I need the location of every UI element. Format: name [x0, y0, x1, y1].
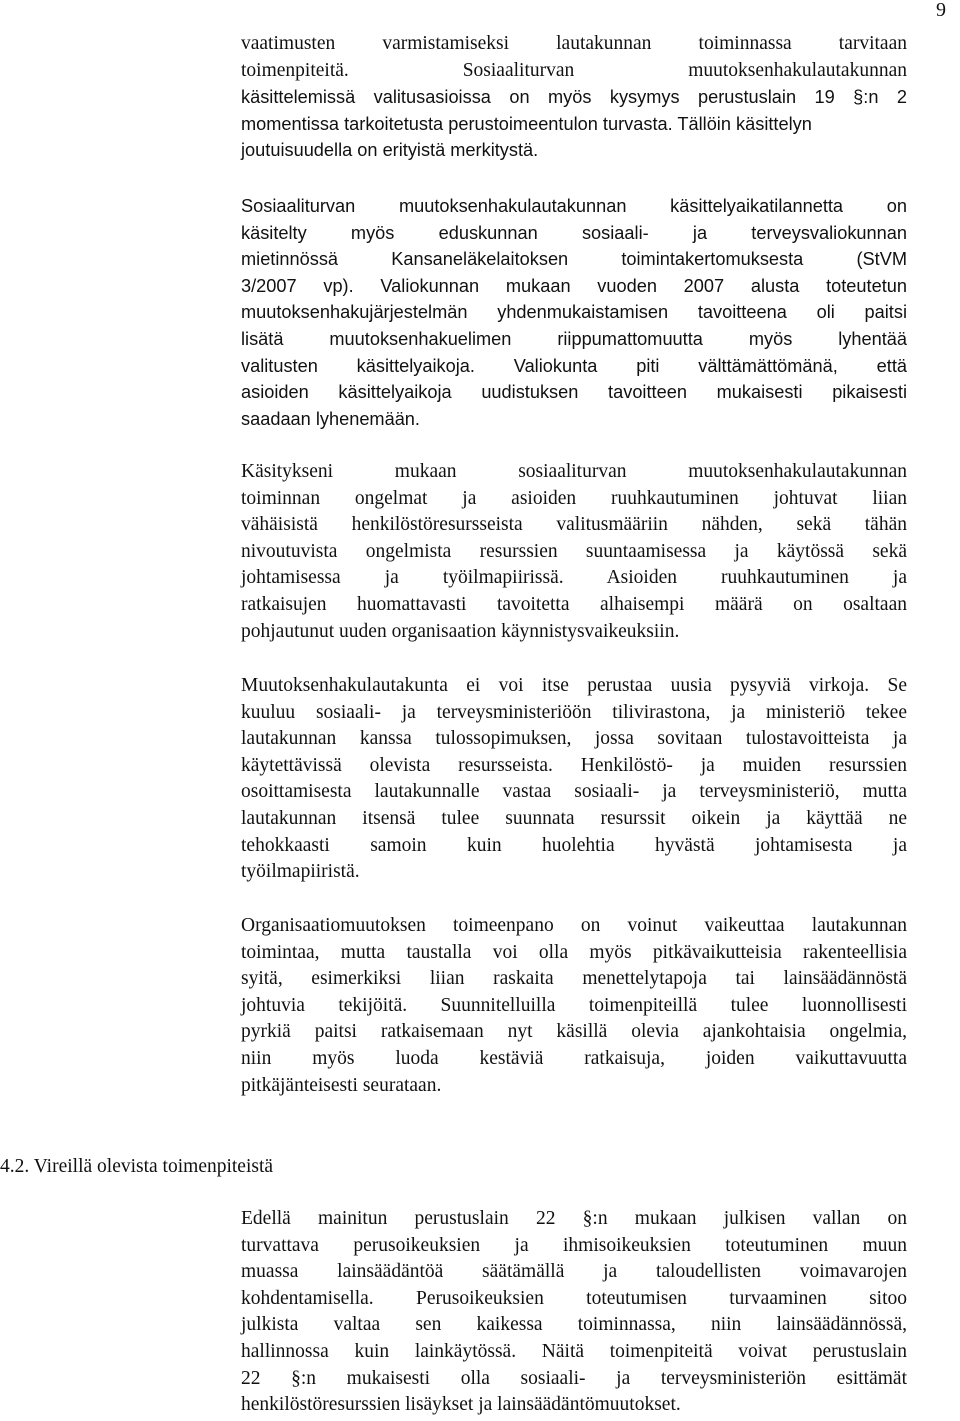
text-line: lautakunnan itsensä tulee suunnata resurssit oikein ja käyttää ne [241, 807, 907, 829]
text-line: johtuvia tekijöitä. Suunnitelluilla toimenpiteillä tulee luonnollisesti [241, 994, 907, 1016]
section-heading: 4.2. Vireillä olevista toimenpiteistä [0, 1156, 274, 1177]
text-line: vähäisistä henkilöstöresursseista valitusmääriin nähden, sekä tähän [241, 514, 907, 536]
text-line: henkilöstöresurssien lisäykset ja lainsäädäntömuutokset. [241, 1394, 681, 1416]
text-line: syitä, esimerkiksi liian raskaita menettelytapoja tai lainsäädännöstä [241, 968, 907, 990]
text-line: Käsitykseni mukaan sosiaaliturvan muutoksenhakulautakunnan [241, 461, 907, 482]
text-line: tehokkaasti samoin kuin huolehtia hyvästä johtamisesta ja [241, 834, 907, 856]
text-line: pyrkiä paitsi ratkaisemaan nyt käsillä olevia ajankohtaisia ongelmia, [241, 1021, 907, 1043]
text-line: lautakunnan kanssa tulossopimuksen, jossa sovitaan tulostavoitteista ja [241, 728, 907, 750]
text-line: johtamisessa ja työilmapiirissä. Asioiden ruuhkautuminen ja [241, 567, 907, 589]
text-line: turvattava perusoikeuksien ja ihmisoikeuksien toteutuminen muun [241, 1234, 907, 1256]
text-line: käsitelty myös eduskunnan sosiaali- ja terveysvaliokunnan [241, 222, 907, 243]
text-line: pohjautunut uuden organisaation käynnistysvaikeuksiin. [241, 620, 680, 642]
paragraph-4 [241, 673, 907, 886]
paragraph-5 [241, 913, 907, 1099]
paragraph-3 [241, 459, 907, 645]
text-line: niin myös luoda kestäviä ratkaisuja, joiden vaikuttavuutta [241, 1047, 907, 1069]
text-line: hallinnossa kuin lainkäytössä. Näitä toimenpiteitä voivat perustuslain [241, 1340, 907, 1362]
text-line: muutoksenhakujärjestelmän yhdenmukaistamisen tavoitteena oli paitsi [241, 302, 907, 323]
text-line: mietinnössä Kansaneläkelaitoksen toimintakertomuksesta (StVM [241, 249, 907, 270]
text-line: kuuluu sosiaali- ja terveysministeriöön tilivirastona, ja ministeriö tekee [241, 701, 907, 723]
text-line: käsittelemissä valitusasioissa on myös kysymys perustuslain 19 §:n 2 [241, 87, 907, 108]
paragraph-6 [241, 1206, 907, 1419]
text-line: julkista valtaa sen kaikessa toiminnassa, niin lainsäädännössä, [241, 1314, 907, 1336]
text-line: asioiden käsittelyaikoja uudistuksen tavoitteen mukaisesti pikaisesti [241, 382, 907, 403]
text-line: saadaan lyhenemään. [241, 408, 420, 429]
text-line: kohdentamisella. Perusoikeuksien toteutumisen turvaaminen sitoo [241, 1287, 907, 1309]
text-line: käytettävissä olevista resursseista. Henkilöstö- ja muiden resurssien [241, 754, 907, 776]
text-line: toiminnan ongelmat ja asioiden ruuhkautuminen johtuvat liian [241, 487, 907, 509]
text-line: Muutoksenhakulautakunta ei voi itse perustaa uusia pysyviä virkoja. Se [241, 675, 907, 696]
text-line: valitusten käsittelyaikoja. Valiokunta piti välttämättömänä, että [241, 355, 907, 376]
text-line: momentissa tarkoitetusta perustoimeentulon turvasta. Tällöin käsittelyn [241, 113, 812, 134]
text-line: nivoutuvista ongelmista resurssien suuntaamisessa ja käytössä sekä [241, 540, 907, 562]
text-line: Edellä mainitun perustuslain 22 §:n mukaan julkisen vallan on [241, 1208, 907, 1229]
page-number: 9 [936, 0, 946, 21]
text-line: pitkäjänteisesti seurataan. [241, 1074, 442, 1096]
text-line: lisätä muutoksenhakuelimen riippumattomuutta myös lyhentää [241, 328, 907, 349]
text-line: työilmapiiristä. [241, 861, 360, 883]
text-line: vaatimusten varmistamiseksi lautakunnan toiminnassa tarvitaan [241, 33, 907, 54]
text-line: osoittamisesta lautakunnalle vastaa sosiaali- ja terveysministeriö, mutta [241, 781, 907, 803]
text-line: Organisaatiomuutoksen toimeenpano on voinut vaikeuttaa lautakunnan [241, 915, 907, 936]
text-line: joutuisuudella on erityistä merkitystä. [241, 140, 539, 161]
text-line: toimenpiteitä. Sosiaaliturvan muutoksenhakulautakunnan [241, 59, 907, 81]
paragraph-1 [241, 31, 907, 164]
text-line: ratkaisujen huomattavasti tavoitetta alhaisempi määrä on osaltaan [241, 593, 907, 615]
text-line: muassa lainsäädäntöä säätämällä ja taloudellisten voimavarojen [241, 1261, 907, 1283]
paragraph-2 [241, 193, 907, 432]
text-line: Sosiaaliturvan muutoksenhakulautakunnan käsittelyaikatilannetta on [241, 196, 907, 216]
text-line: 3/2007 vp). Valiokunnan mukaan vuoden 2007 alusta toteutetun [241, 275, 907, 296]
text-line: 22 §:n mukaisesti olla sosiaali- ja terveysministeriön esittämät [241, 1367, 907, 1389]
text-line: toimintaa, mutta taustalla voi olla myös pitkävaikutteisia rakenteellisia [241, 941, 907, 963]
